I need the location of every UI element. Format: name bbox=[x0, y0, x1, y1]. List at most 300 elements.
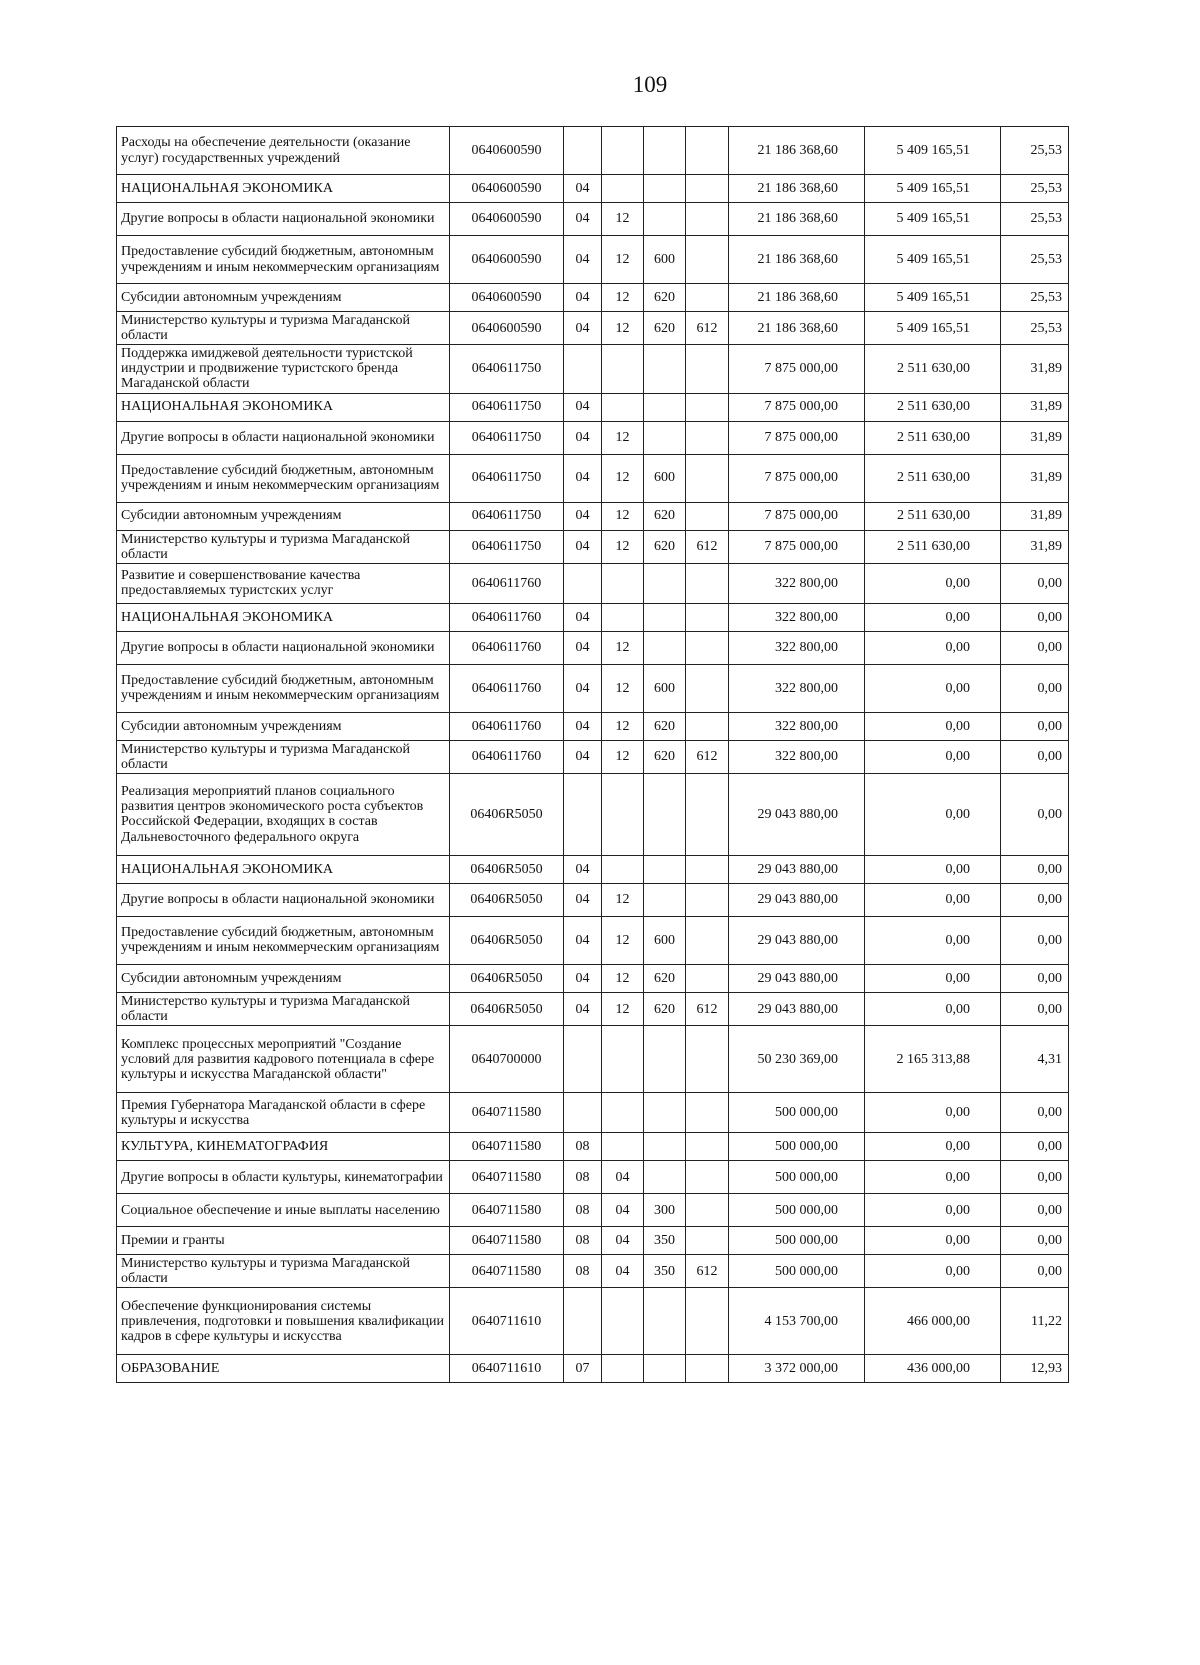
cell-target-code: 0640711580 bbox=[450, 1161, 564, 1194]
table-row bbox=[117, 964, 1069, 992]
cell-expense-type: 350 bbox=[644, 1255, 686, 1288]
table-row bbox=[117, 563, 1069, 603]
cell-planned: 500 000,00 bbox=[729, 1093, 865, 1133]
cell-subsection: 04 bbox=[602, 1227, 644, 1255]
cell-section: 04 bbox=[564, 603, 602, 631]
cell-grbs bbox=[686, 1161, 729, 1194]
cell-planned: 322 800,00 bbox=[729, 563, 865, 603]
cell-executed: 466 000,00 bbox=[865, 1288, 1001, 1355]
cell-executed: 0,00 bbox=[865, 916, 1001, 964]
cell-target-code: 0640711610 bbox=[450, 1355, 564, 1383]
cell-name: Предоставление субсидий бюджетным, автономным учреждениям и иным некоммерческим организациям bbox=[117, 664, 450, 712]
cell-target-code: 0640711580 bbox=[450, 1255, 564, 1288]
cell-name: НАЦИОНАЛЬНАЯ ЭКОНОМИКА bbox=[117, 855, 450, 883]
cell-planned: 29 043 880,00 bbox=[729, 883, 865, 916]
cell-expense-type bbox=[644, 127, 686, 175]
cell-executed: 0,00 bbox=[865, 631, 1001, 664]
cell-subsection bbox=[602, 1026, 644, 1093]
cell-planned: 322 800,00 bbox=[729, 631, 865, 664]
cell-section: 08 bbox=[564, 1133, 602, 1161]
cell-executed: 0,00 bbox=[865, 1161, 1001, 1194]
table-row bbox=[117, 631, 1069, 664]
cell-executed: 5 409 165,51 bbox=[865, 236, 1001, 284]
cell-planned: 500 000,00 bbox=[729, 1133, 865, 1161]
cell-executed: 0,00 bbox=[865, 992, 1001, 1025]
cell-section: 04 bbox=[564, 883, 602, 916]
cell-target-code: 0640611750 bbox=[450, 502, 564, 530]
cell-expense-type bbox=[644, 345, 686, 393]
table-body bbox=[117, 127, 1069, 1383]
table-row bbox=[117, 773, 1069, 855]
cell-executed: 436 000,00 bbox=[865, 1355, 1001, 1383]
cell-expense-type: 620 bbox=[644, 312, 686, 345]
cell-percent: 0,00 bbox=[1001, 855, 1069, 883]
cell-grbs bbox=[686, 1355, 729, 1383]
table-row bbox=[117, 530, 1069, 563]
cell-percent: 11,22 bbox=[1001, 1288, 1069, 1355]
cell-name: Комплекс процессных мероприятий "Создание условий для развития кадрового потенциала в сфере культуры и искусства Магаданской области" bbox=[117, 1026, 450, 1093]
cell-grbs bbox=[686, 712, 729, 740]
cell-target-code: 0640611760 bbox=[450, 712, 564, 740]
table-row bbox=[117, 1355, 1069, 1383]
cell-name: Субсидии автономным учреждениям bbox=[117, 964, 450, 992]
table-row bbox=[117, 284, 1069, 312]
cell-target-code: 0640600590 bbox=[450, 127, 564, 175]
cell-executed: 5 409 165,51 bbox=[865, 175, 1001, 203]
table-row bbox=[117, 421, 1069, 454]
cell-executed: 0,00 bbox=[865, 773, 1001, 855]
cell-expense-type bbox=[644, 773, 686, 855]
cell-grbs bbox=[686, 916, 729, 964]
cell-expense-type: 620 bbox=[644, 284, 686, 312]
cell-target-code: 06406R5050 bbox=[450, 964, 564, 992]
cell-grbs bbox=[686, 1194, 729, 1227]
cell-section: 08 bbox=[564, 1227, 602, 1255]
cell-percent: 0,00 bbox=[1001, 773, 1069, 855]
cell-target-code: 0640600590 bbox=[450, 284, 564, 312]
cell-planned: 29 043 880,00 bbox=[729, 916, 865, 964]
cell-grbs: 612 bbox=[686, 992, 729, 1025]
cell-expense-type bbox=[644, 883, 686, 916]
cell-name: Предоставление субсидий бюджетным, автономным учреждениям и иным некоммерческим организациям bbox=[117, 454, 450, 502]
cell-section: 04 bbox=[564, 502, 602, 530]
cell-name: Министерство культуры и туризма Магаданской области bbox=[117, 1255, 450, 1288]
cell-section: 04 bbox=[564, 175, 602, 203]
cell-executed: 0,00 bbox=[865, 664, 1001, 712]
cell-executed: 5 409 165,51 bbox=[865, 284, 1001, 312]
table-row bbox=[117, 1161, 1069, 1194]
table-row bbox=[117, 1194, 1069, 1227]
table-row bbox=[117, 883, 1069, 916]
cell-name: Другие вопросы в области национальной экономики bbox=[117, 631, 450, 664]
cell-name: Реализация мероприятий планов социального развития центров экономического роста субъектов Российской Федерации, входящих в состав Дальневосточного федерального округа bbox=[117, 773, 450, 855]
cell-expense-type bbox=[644, 1161, 686, 1194]
cell-executed: 0,00 bbox=[865, 1194, 1001, 1227]
cell-executed: 0,00 bbox=[865, 603, 1001, 631]
cell-subsection: 12 bbox=[602, 284, 644, 312]
cell-executed: 0,00 bbox=[865, 883, 1001, 916]
cell-subsection: 12 bbox=[602, 883, 644, 916]
cell-executed: 0,00 bbox=[865, 563, 1001, 603]
cell-percent: 31,89 bbox=[1001, 345, 1069, 393]
cell-target-code: 0640611760 bbox=[450, 603, 564, 631]
cell-name: НАЦИОНАЛЬНАЯ ЭКОНОМИКА bbox=[117, 603, 450, 631]
cell-expense-type: 620 bbox=[644, 502, 686, 530]
cell-target-code: 0640700000 bbox=[450, 1026, 564, 1093]
table-row bbox=[117, 664, 1069, 712]
cell-grbs bbox=[686, 127, 729, 175]
cell-expense-type bbox=[644, 563, 686, 603]
cell-executed: 0,00 bbox=[865, 1227, 1001, 1255]
cell-percent: 31,89 bbox=[1001, 393, 1069, 421]
cell-grbs bbox=[686, 1026, 729, 1093]
table-row bbox=[117, 312, 1069, 345]
cell-expense-type: 620 bbox=[644, 530, 686, 563]
cell-grbs bbox=[686, 345, 729, 393]
cell-planned: 7 875 000,00 bbox=[729, 393, 865, 421]
cell-target-code: 06406R5050 bbox=[450, 992, 564, 1025]
cell-percent: 0,00 bbox=[1001, 964, 1069, 992]
cell-expense-type: 620 bbox=[644, 740, 686, 773]
cell-section bbox=[564, 1093, 602, 1133]
cell-target-code: 0640611750 bbox=[450, 393, 564, 421]
cell-section: 04 bbox=[564, 916, 602, 964]
cell-subsection: 04 bbox=[602, 1255, 644, 1288]
cell-target-code: 0640711580 bbox=[450, 1133, 564, 1161]
cell-subsection: 12 bbox=[602, 530, 644, 563]
table-row bbox=[117, 1288, 1069, 1355]
cell-percent: 31,89 bbox=[1001, 530, 1069, 563]
cell-planned: 50 230 369,00 bbox=[729, 1026, 865, 1093]
cell-grbs bbox=[686, 603, 729, 631]
table-row bbox=[117, 203, 1069, 236]
cell-percent: 12,93 bbox=[1001, 1355, 1069, 1383]
cell-subsection bbox=[602, 773, 644, 855]
cell-grbs bbox=[686, 1093, 729, 1133]
table-row bbox=[117, 740, 1069, 773]
cell-expense-type: 620 bbox=[644, 712, 686, 740]
cell-planned: 29 043 880,00 bbox=[729, 992, 865, 1025]
cell-percent: 0,00 bbox=[1001, 883, 1069, 916]
cell-target-code: 06406R5050 bbox=[450, 883, 564, 916]
cell-grbs bbox=[686, 502, 729, 530]
cell-subsection: 04 bbox=[602, 1161, 644, 1194]
cell-subsection: 12 bbox=[602, 992, 644, 1025]
cell-target-code: 0640611750 bbox=[450, 345, 564, 393]
cell-percent: 0,00 bbox=[1001, 1093, 1069, 1133]
cell-section: 04 bbox=[564, 530, 602, 563]
cell-expense-type: 600 bbox=[644, 236, 686, 284]
cell-planned: 21 186 368,60 bbox=[729, 312, 865, 345]
cell-percent: 31,89 bbox=[1001, 502, 1069, 530]
cell-expense-type: 600 bbox=[644, 664, 686, 712]
cell-planned: 21 186 368,60 bbox=[729, 127, 865, 175]
cell-section bbox=[564, 127, 602, 175]
cell-executed: 0,00 bbox=[865, 855, 1001, 883]
cell-section bbox=[564, 563, 602, 603]
cell-target-code: 06406R5050 bbox=[450, 916, 564, 964]
cell-name: Предоставление субсидий бюджетным, автономным учреждениям и иным некоммерческим организациям bbox=[117, 236, 450, 284]
cell-grbs bbox=[686, 664, 729, 712]
cell-grbs bbox=[686, 1227, 729, 1255]
cell-subsection: 12 bbox=[602, 631, 644, 664]
cell-percent: 0,00 bbox=[1001, 1133, 1069, 1161]
cell-name: Другие вопросы в области национальной экономики bbox=[117, 421, 450, 454]
cell-subsection bbox=[602, 1288, 644, 1355]
cell-executed: 0,00 bbox=[865, 740, 1001, 773]
cell-expense-type bbox=[644, 855, 686, 883]
table-row bbox=[117, 992, 1069, 1025]
cell-grbs bbox=[686, 773, 729, 855]
table-row bbox=[117, 393, 1069, 421]
cell-subsection bbox=[602, 855, 644, 883]
cell-executed: 5 409 165,51 bbox=[865, 312, 1001, 345]
cell-name: НАЦИОНАЛЬНАЯ ЭКОНОМИКА bbox=[117, 393, 450, 421]
cell-section: 04 bbox=[564, 284, 602, 312]
cell-target-code: 0640611750 bbox=[450, 530, 564, 563]
cell-percent: 25,53 bbox=[1001, 175, 1069, 203]
cell-executed: 2 511 630,00 bbox=[865, 393, 1001, 421]
cell-section: 07 bbox=[564, 1355, 602, 1383]
cell-planned: 7 875 000,00 bbox=[729, 530, 865, 563]
cell-subsection bbox=[602, 1093, 644, 1133]
cell-expense-type: 600 bbox=[644, 916, 686, 964]
cell-name: НАЦИОНАЛЬНАЯ ЭКОНОМИКА bbox=[117, 175, 450, 203]
cell-planned: 21 186 368,60 bbox=[729, 175, 865, 203]
cell-grbs bbox=[686, 883, 729, 916]
cell-subsection bbox=[602, 563, 644, 603]
table-row bbox=[117, 1255, 1069, 1288]
cell-section: 04 bbox=[564, 664, 602, 712]
cell-expense-type: 300 bbox=[644, 1194, 686, 1227]
cell-planned: 500 000,00 bbox=[729, 1194, 865, 1227]
cell-percent: 0,00 bbox=[1001, 992, 1069, 1025]
cell-percent: 4,31 bbox=[1001, 1026, 1069, 1093]
cell-name: Обеспечение функционирования системы привлечения, подготовки и повышения квалификации кадров в сфере культуры и искусства bbox=[117, 1288, 450, 1355]
cell-subsection: 12 bbox=[602, 502, 644, 530]
cell-subsection: 12 bbox=[602, 454, 644, 502]
cell-subsection: 12 bbox=[602, 964, 644, 992]
cell-target-code: 0640611760 bbox=[450, 740, 564, 773]
cell-section bbox=[564, 773, 602, 855]
cell-name: Министерство культуры и туризма Магаданской области bbox=[117, 312, 450, 345]
cell-executed: 2 511 630,00 bbox=[865, 530, 1001, 563]
cell-section: 04 bbox=[564, 236, 602, 284]
cell-percent: 25,53 bbox=[1001, 236, 1069, 284]
cell-target-code: 0640611750 bbox=[450, 421, 564, 454]
cell-executed: 5 409 165,51 bbox=[865, 127, 1001, 175]
cell-executed: 0,00 bbox=[865, 1133, 1001, 1161]
cell-name: Социальное обеспечение и иные выплаты населению bbox=[117, 1194, 450, 1227]
cell-section: 04 bbox=[564, 203, 602, 236]
cell-expense-type bbox=[644, 1133, 686, 1161]
cell-grbs: 612 bbox=[686, 1255, 729, 1288]
cell-planned: 500 000,00 bbox=[729, 1255, 865, 1288]
cell-section: 04 bbox=[564, 631, 602, 664]
cell-expense-type bbox=[644, 631, 686, 664]
cell-planned: 7 875 000,00 bbox=[729, 421, 865, 454]
cell-planned: 7 875 000,00 bbox=[729, 345, 865, 393]
cell-subsection bbox=[602, 1133, 644, 1161]
cell-executed: 5 409 165,51 bbox=[865, 203, 1001, 236]
cell-grbs: 612 bbox=[686, 740, 729, 773]
cell-expense-type bbox=[644, 393, 686, 421]
cell-name: Другие вопросы в области национальной экономики bbox=[117, 883, 450, 916]
cell-expense-type: 620 bbox=[644, 992, 686, 1025]
cell-percent: 0,00 bbox=[1001, 603, 1069, 631]
cell-subsection: 04 bbox=[602, 1194, 644, 1227]
cell-grbs bbox=[686, 393, 729, 421]
cell-subsection bbox=[602, 393, 644, 421]
cell-section: 04 bbox=[564, 964, 602, 992]
cell-section: 04 bbox=[564, 421, 602, 454]
cell-expense-type bbox=[644, 203, 686, 236]
cell-name: Министерство культуры и туризма Магаданской области bbox=[117, 740, 450, 773]
cell-section bbox=[564, 345, 602, 393]
cell-grbs bbox=[686, 563, 729, 603]
cell-subsection: 12 bbox=[602, 203, 644, 236]
cell-grbs bbox=[686, 631, 729, 664]
cell-subsection: 12 bbox=[602, 916, 644, 964]
table-row bbox=[117, 345, 1069, 393]
cell-section: 08 bbox=[564, 1161, 602, 1194]
cell-subsection bbox=[602, 127, 644, 175]
cell-name: Субсидии автономным учреждениям bbox=[117, 502, 450, 530]
cell-name: Развитие и совершенствование качества предоставляемых туристских услуг bbox=[117, 563, 450, 603]
cell-target-code: 0640611750 bbox=[450, 454, 564, 502]
cell-grbs: 612 bbox=[686, 530, 729, 563]
table-row bbox=[117, 236, 1069, 284]
table-row bbox=[117, 855, 1069, 883]
cell-section bbox=[564, 1026, 602, 1093]
cell-section: 04 bbox=[564, 992, 602, 1025]
cell-section: 04 bbox=[564, 740, 602, 773]
cell-grbs bbox=[686, 1133, 729, 1161]
cell-subsection: 12 bbox=[602, 712, 644, 740]
cell-executed: 2 511 630,00 bbox=[865, 454, 1001, 502]
cell-section bbox=[564, 1288, 602, 1355]
cell-section: 04 bbox=[564, 454, 602, 502]
cell-grbs bbox=[686, 421, 729, 454]
cell-subsection: 12 bbox=[602, 236, 644, 284]
cell-target-code: 0640611760 bbox=[450, 631, 564, 664]
cell-name: Другие вопросы в области культуры, кинематографии bbox=[117, 1161, 450, 1194]
cell-name: ОБРАЗОВАНИЕ bbox=[117, 1355, 450, 1383]
cell-planned: 322 800,00 bbox=[729, 740, 865, 773]
cell-target-code: 06406R5050 bbox=[450, 855, 564, 883]
cell-percent: 25,53 bbox=[1001, 284, 1069, 312]
table-row bbox=[117, 1227, 1069, 1255]
table-row bbox=[117, 175, 1069, 203]
cell-target-code: 0640711610 bbox=[450, 1288, 564, 1355]
cell-planned: 4 153 700,00 bbox=[729, 1288, 865, 1355]
cell-section: 08 bbox=[564, 1255, 602, 1288]
cell-percent: 25,53 bbox=[1001, 127, 1069, 175]
cell-planned: 500 000,00 bbox=[729, 1227, 865, 1255]
cell-executed: 2 165 313,88 bbox=[865, 1026, 1001, 1093]
cell-expense-type bbox=[644, 421, 686, 454]
cell-target-code: 0640611760 bbox=[450, 664, 564, 712]
cell-executed: 0,00 bbox=[865, 712, 1001, 740]
table-row bbox=[117, 127, 1069, 175]
cell-name: Предоставление субсидий бюджетным, автономным учреждениям и иным некоммерческим организациям bbox=[117, 916, 450, 964]
cell-executed: 2 511 630,00 bbox=[865, 502, 1001, 530]
cell-subsection: 12 bbox=[602, 664, 644, 712]
cell-section: 08 bbox=[564, 1194, 602, 1227]
table-row bbox=[117, 1026, 1069, 1093]
cell-grbs bbox=[686, 175, 729, 203]
cell-target-code: 0640711580 bbox=[450, 1227, 564, 1255]
cell-target-code: 0640600590 bbox=[450, 236, 564, 284]
cell-section: 04 bbox=[564, 855, 602, 883]
cell-section: 04 bbox=[564, 312, 602, 345]
cell-expense-type bbox=[644, 1093, 686, 1133]
cell-planned: 21 186 368,60 bbox=[729, 284, 865, 312]
table-row bbox=[117, 712, 1069, 740]
cell-planned: 29 043 880,00 bbox=[729, 855, 865, 883]
cell-percent: 0,00 bbox=[1001, 1194, 1069, 1227]
cell-planned: 7 875 000,00 bbox=[729, 454, 865, 502]
cell-name: Премия Губернатора Магаданской области в сфере культуры и искусства bbox=[117, 1093, 450, 1133]
cell-expense-type: 620 bbox=[644, 964, 686, 992]
cell-target-code: 06406R5050 bbox=[450, 773, 564, 855]
cell-executed: 2 511 630,00 bbox=[865, 345, 1001, 393]
cell-expense-type bbox=[644, 175, 686, 203]
budget-table bbox=[116, 126, 1069, 1383]
cell-grbs: 612 bbox=[686, 312, 729, 345]
cell-percent: 0,00 bbox=[1001, 916, 1069, 964]
cell-planned: 322 800,00 bbox=[729, 603, 865, 631]
cell-name: Поддержка имиджевой деятельности туристской индустрии и продвижение туристского бренда Магаданской области bbox=[117, 345, 450, 393]
cell-percent: 25,53 bbox=[1001, 312, 1069, 345]
cell-planned: 500 000,00 bbox=[729, 1161, 865, 1194]
page-number: 109 bbox=[632, 72, 668, 97]
cell-name: Премии и гранты bbox=[117, 1227, 450, 1255]
cell-subsection bbox=[602, 175, 644, 203]
cell-percent: 0,00 bbox=[1001, 1227, 1069, 1255]
cell-subsection: 12 bbox=[602, 421, 644, 454]
cell-planned: 322 800,00 bbox=[729, 664, 865, 712]
cell-target-code: 0640611760 bbox=[450, 563, 564, 603]
cell-name: Субсидии автономным учреждениям bbox=[117, 712, 450, 740]
cell-percent: 0,00 bbox=[1001, 712, 1069, 740]
cell-percent: 0,00 bbox=[1001, 740, 1069, 773]
cell-grbs bbox=[686, 284, 729, 312]
cell-expense-type bbox=[644, 1288, 686, 1355]
cell-percent: 25,53 bbox=[1001, 203, 1069, 236]
cell-grbs bbox=[686, 203, 729, 236]
cell-planned: 7 875 000,00 bbox=[729, 502, 865, 530]
cell-grbs bbox=[686, 855, 729, 883]
table-row bbox=[117, 916, 1069, 964]
cell-subsection bbox=[602, 345, 644, 393]
cell-planned: 322 800,00 bbox=[729, 712, 865, 740]
cell-executed: 0,00 bbox=[865, 1255, 1001, 1288]
cell-expense-type: 600 bbox=[644, 454, 686, 502]
table-row bbox=[117, 454, 1069, 502]
cell-percent: 0,00 bbox=[1001, 563, 1069, 603]
cell-planned: 21 186 368,60 bbox=[729, 203, 865, 236]
cell-planned: 29 043 880,00 bbox=[729, 964, 865, 992]
cell-name: Расходы на обеспечение деятельности (оказание услуг) государственных учреждений bbox=[117, 127, 450, 175]
cell-grbs bbox=[686, 454, 729, 502]
cell-planned: 29 043 880,00 bbox=[729, 773, 865, 855]
cell-percent: 0,00 bbox=[1001, 1255, 1069, 1288]
cell-name: Министерство культуры и туризма Магаданской области bbox=[117, 992, 450, 1025]
cell-subsection bbox=[602, 1355, 644, 1383]
cell-percent: 31,89 bbox=[1001, 454, 1069, 502]
cell-executed: 0,00 bbox=[865, 964, 1001, 992]
